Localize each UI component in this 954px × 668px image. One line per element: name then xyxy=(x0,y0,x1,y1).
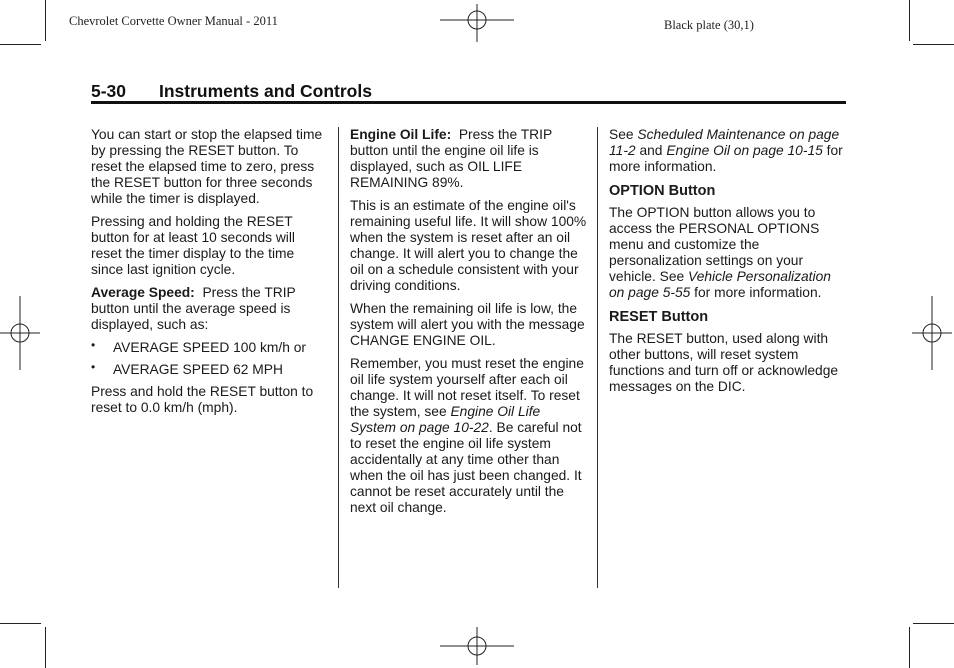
page-number: 5-30 xyxy=(91,81,127,101)
registration-mark-left-icon xyxy=(0,296,40,370)
crop-mark-tl-v xyxy=(45,0,46,41)
paragraph-engine-oil-life xyxy=(350,127,588,191)
section-heading xyxy=(91,81,846,103)
link-scheduled-maintenance[interactable]: Scheduled Maintenance on page 11-2 xyxy=(609,127,840,158)
paragraph-see-maintenance xyxy=(609,127,849,175)
column-3 xyxy=(609,127,849,402)
heading-rule xyxy=(91,101,846,104)
manual-title: Chevrolet Corvette Owner Manual - 2011 xyxy=(69,14,278,28)
paragraph-reset-average: Press and hold the RESET button to reset to 0.0 km/h (mph). xyxy=(91,384,314,415)
column-divider-2 xyxy=(597,127,598,588)
registration-mark-top-icon xyxy=(440,4,514,42)
option-text-b: for more information. xyxy=(694,285,822,300)
crop-mark-tr-h xyxy=(913,44,954,45)
crop-mark-tr-v xyxy=(909,0,910,41)
crop-mark-br-v xyxy=(909,627,910,668)
bullet-icon: • xyxy=(91,360,96,374)
bullet-icon: • xyxy=(91,338,96,352)
paragraph-oil-estimate: This is an estimate of the engine oil's remaining useful life. It will show 100% when the system is reset after an oil change. It will alert you to change the oil on a schedule consistent with your driving conditions. xyxy=(350,198,587,293)
link-engine-oil[interactable]: Engine Oil on page 10-15 xyxy=(666,143,823,158)
list-item-text: AVERAGE SPEED 100 km/h or xyxy=(113,340,306,355)
paragraph-oil-low: When the remaining oil life is low, the system will alert you with the message CHANGE ENGINE OIL. xyxy=(350,301,585,348)
column-2 xyxy=(350,127,588,523)
list-item xyxy=(91,362,329,378)
link-engine-oil-life-system[interactable]: Engine Oil Life System on page 10-22 xyxy=(350,404,541,435)
column-divider-1 xyxy=(338,127,339,588)
link-vehicle-personalization[interactable]: Vehicle Personalization on page 5-55 xyxy=(609,269,831,300)
see-text: See xyxy=(609,127,634,142)
paragraph-average-speed xyxy=(91,285,329,333)
registration-mark-bottom-icon xyxy=(440,627,514,665)
crop-mark-br-h xyxy=(913,623,954,624)
oil-reset-text-b: . Be careful not to reset the engine oil life system accidentally at any time other than when the oil has just been changed. It cannot be reset accurately until the next oil change. xyxy=(350,420,582,515)
section-title: Instruments and Controls xyxy=(159,81,372,101)
crop-mark-bl-v xyxy=(45,627,46,668)
engine-oil-life-text: Press the TRIP button until the engine oil life is displayed, such as OIL LIFE REMAINING 89%. xyxy=(350,127,552,190)
column-1 xyxy=(91,127,329,423)
plate-label: Black plate (30,1) xyxy=(664,18,754,32)
list-item-text: AVERAGE SPEED 62 MPH xyxy=(113,362,283,377)
paragraph-elapsed-time: You can start or stop the elapsed time by pressing the RESET button. To reset the elapsed time to zero, press the RESET button for three seconds while the timer is displayed. xyxy=(91,127,323,206)
more-info-text: for more information. xyxy=(609,143,843,174)
oil-reset-text-a: Remember, you must reset the engine oil life system yourself after each oil change. It will not reset itself. To reset the system, see xyxy=(350,356,584,419)
average-speed-text: Press the TRIP button until the average speed is displayed, such as: xyxy=(91,285,296,332)
heading-reset-button: RESET Button xyxy=(609,309,709,325)
average-speed-label: Average Speed: xyxy=(91,285,195,300)
registration-mark-right-icon xyxy=(912,296,952,370)
paragraph-option-button xyxy=(609,205,849,301)
paragraph-reset-button: The RESET button, used along with other buttons, will reset system functions and turn off or acknowledge messages on the DIC. xyxy=(609,331,839,394)
paragraph-oil-reset xyxy=(350,356,588,516)
crop-mark-bl-h xyxy=(0,623,41,624)
crop-mark-tl-h xyxy=(0,44,41,45)
engine-oil-life-label: Engine Oil Life: xyxy=(350,127,452,142)
and-text: and xyxy=(639,143,663,158)
paragraph-reset-timer: Pressing and holding the RESET button for at least 10 seconds will reset the timer display to the time since last ignition cycle. xyxy=(91,214,296,277)
option-text-a: The OPTION button allows you to access the PERSONAL OPTIONS menu and customize the personalization settings on your vehicle. See xyxy=(609,205,820,284)
heading-option-button: OPTION Button xyxy=(609,183,716,199)
list-item xyxy=(91,340,329,356)
